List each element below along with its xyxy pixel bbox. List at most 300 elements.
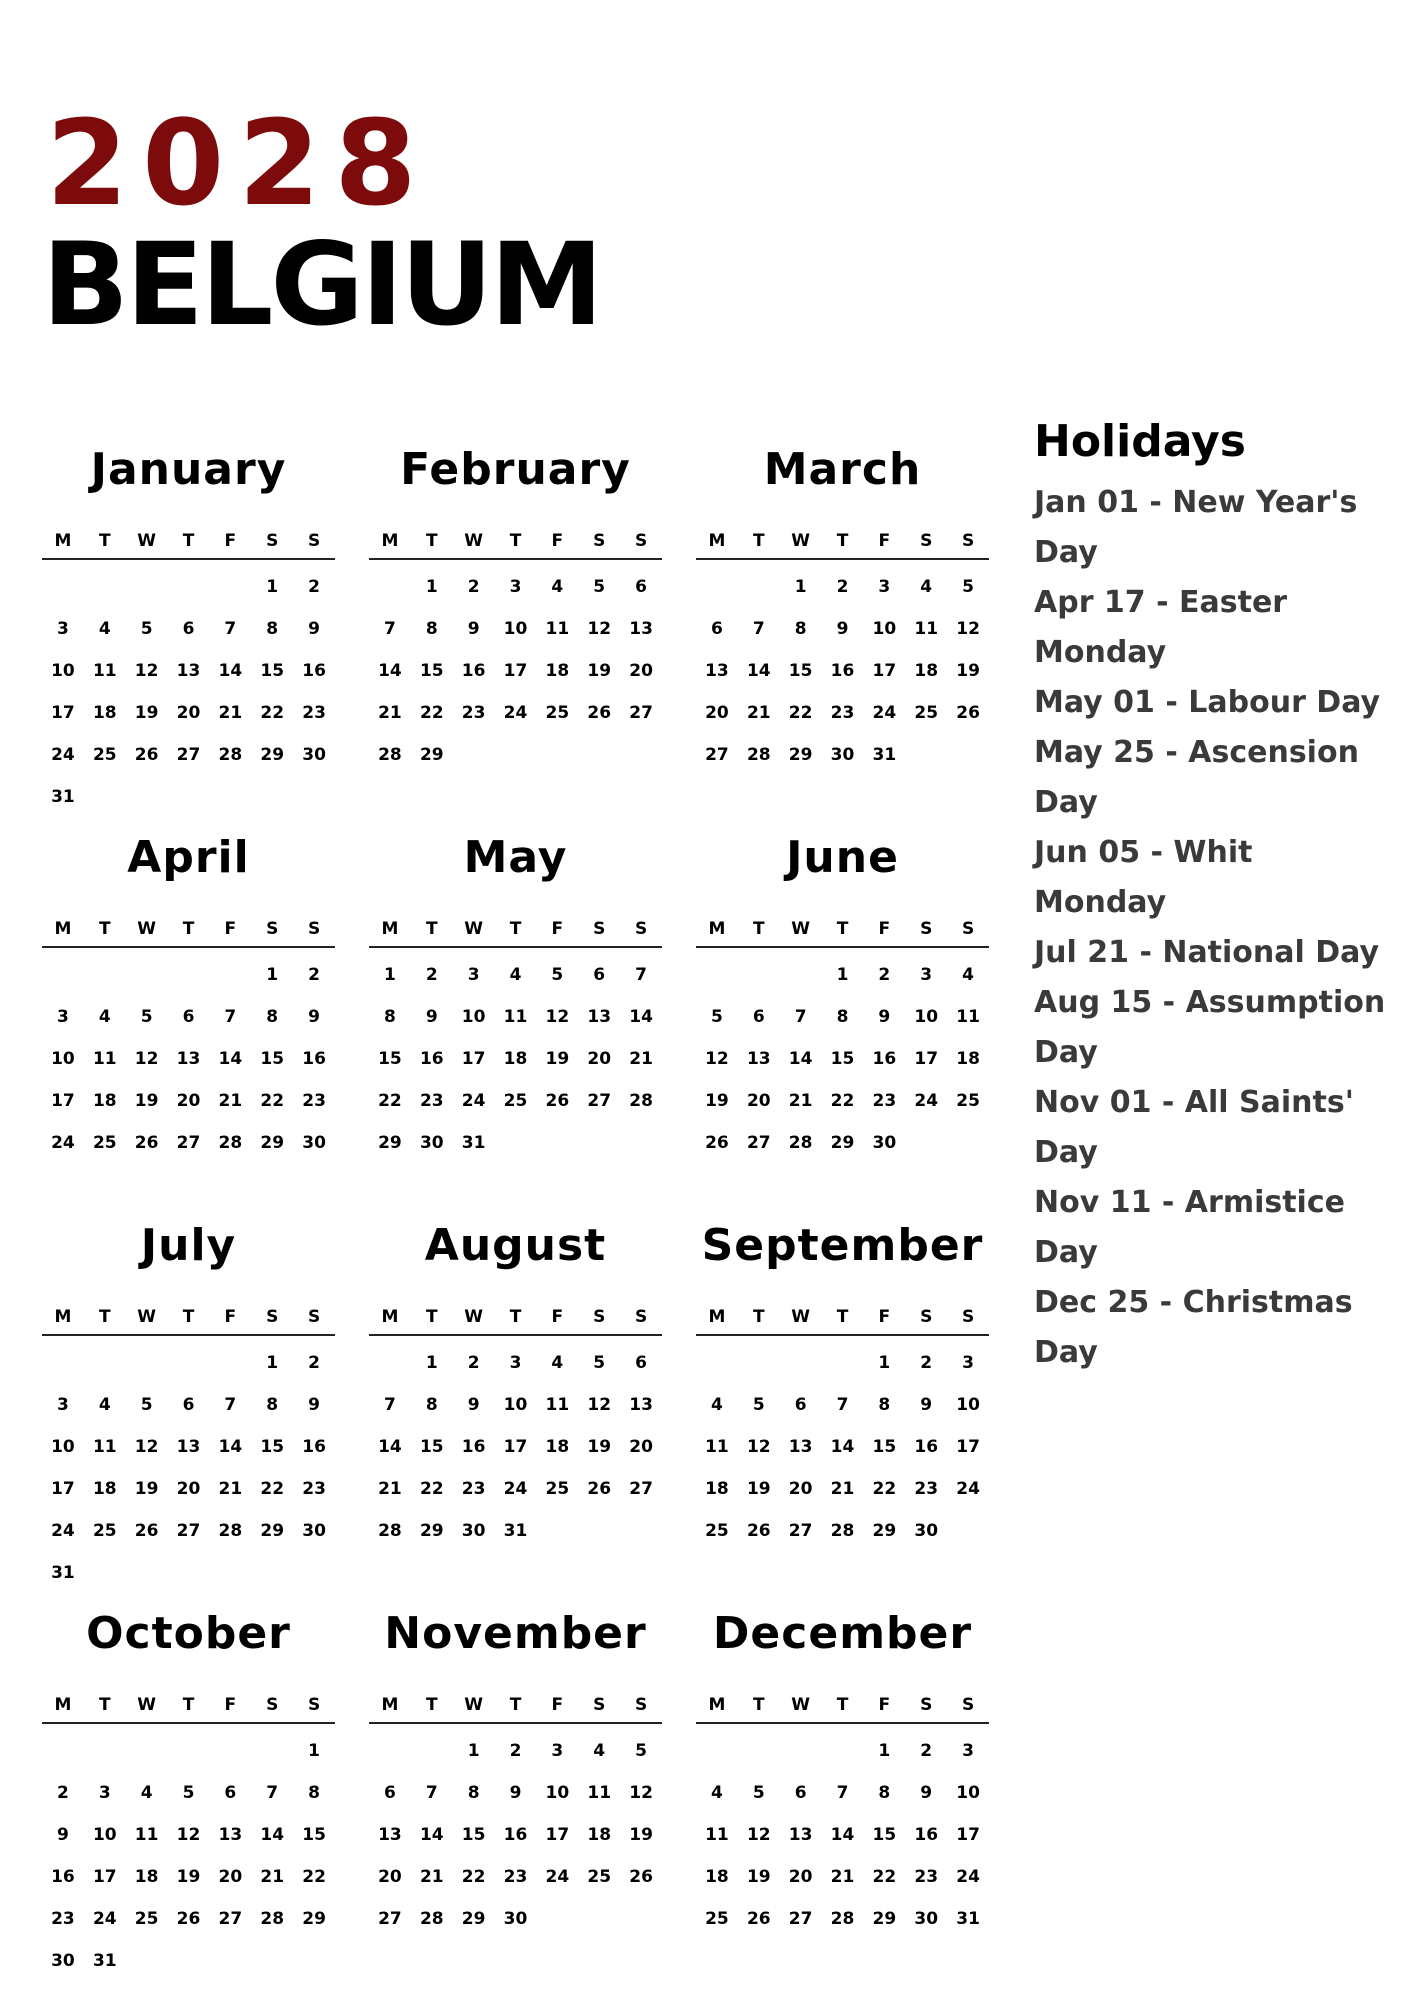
day-cell: 1 [836, 965, 849, 985]
weekday-label: W [791, 1695, 811, 1715]
weekday-label: S [920, 919, 933, 939]
day-cell: 23 [914, 1479, 939, 1499]
weekday-label: S [920, 531, 933, 551]
day-cell: 18 [503, 1049, 528, 1069]
header-divider [369, 1334, 662, 1336]
day-cell: 8 [425, 619, 438, 639]
weekday-label: W [791, 531, 811, 551]
day-cell: 2 [467, 577, 480, 597]
day-cell: 11 [92, 661, 117, 681]
day-cell: 27 [176, 1133, 201, 1153]
day-cell: 31 [51, 1563, 75, 1583]
weekday-label: S [307, 919, 321, 939]
day-cell: 15 [419, 661, 444, 681]
month-name: February [400, 444, 631, 495]
day-cell: 1 [467, 1741, 480, 1761]
day-cell: 29 [830, 1133, 855, 1153]
day-cell: 24 [956, 1867, 980, 1887]
day-cell: 11 [92, 1437, 117, 1457]
day-cell: 28 [419, 1909, 444, 1929]
header-divider [42, 946, 335, 948]
day-cell: 20 [788, 1867, 813, 1887]
day-cell: 16 [302, 1049, 326, 1069]
day-cell: 5 [593, 577, 606, 597]
day-cell: 8 [467, 1783, 480, 1803]
day-cell: 2 [878, 965, 891, 985]
day-cell: 29 [378, 1133, 402, 1153]
weekday-label: W [464, 919, 484, 939]
holiday-item: Apr 17 - Easter Monday [1034, 585, 1288, 670]
empty-cell [738, 566, 780, 608]
day-cell: 9 [308, 1395, 320, 1415]
holiday-item: Dec 25 - Christmas Day [1034, 1285, 1353, 1370]
day-cell: 26 [629, 1867, 653, 1887]
weekday-label: S [920, 1307, 933, 1327]
day-cell: 5 [140, 619, 153, 639]
day-cell: 16 [302, 1437, 326, 1457]
country-title: BELGIUM [42, 218, 601, 351]
day-cell: 4 [140, 1783, 153, 1803]
month-name: January [90, 444, 287, 495]
day-cell: 30 [914, 1909, 939, 1929]
day-cell: 14 [378, 1437, 402, 1457]
day-cell: 10 [956, 1783, 980, 1803]
day-cell: 23 [461, 703, 486, 723]
day-cell: 21 [746, 703, 771, 723]
header-divider [696, 558, 989, 560]
day-cell: 4 [920, 577, 933, 597]
day-cell: 21 [218, 1479, 243, 1499]
weekday-label: W [464, 531, 484, 551]
weekday-label: M [381, 1695, 399, 1715]
weekday-label: S [961, 1307, 975, 1327]
day-cell: 6 [635, 577, 647, 597]
empty-cell [42, 566, 84, 608]
day-cell: 13 [629, 1395, 653, 1415]
day-cell: 10 [461, 1007, 486, 1027]
weekday-label: M [708, 919, 726, 939]
day-cell: 9 [308, 619, 320, 639]
day-cell: 14 [378, 661, 402, 681]
empty-cell [822, 1730, 864, 1772]
day-cell: 18 [92, 1479, 117, 1499]
day-cell: 21 [788, 1091, 813, 1111]
day-grid [696, 524, 989, 776]
day-cell: 9 [878, 1007, 891, 1027]
day-cell: 18 [914, 661, 939, 681]
empty-cell [738, 1730, 780, 1772]
day-cell: 29 [302, 1909, 326, 1929]
day-cell: 19 [746, 1479, 771, 1499]
weekday-label: T [836, 1695, 849, 1715]
day-cell: 7 [425, 1783, 438, 1803]
day-cell: 11 [134, 1825, 159, 1845]
day-cell: 19 [545, 1049, 570, 1069]
day-cell: 20 [788, 1479, 813, 1499]
day-cell: 17 [51, 1091, 75, 1111]
day-cell: 30 [872, 1133, 897, 1153]
day-cell: 21 [378, 1479, 402, 1499]
day-cell: 13 [378, 1825, 402, 1845]
day-cell: 24 [545, 1867, 570, 1887]
day-cell: 7 [266, 1783, 279, 1803]
day-cell: 10 [545, 1783, 570, 1803]
day-cell: 15 [260, 661, 285, 681]
day-grid [696, 1300, 989, 1552]
weekday-label: T [509, 1307, 522, 1327]
day-cell: 17 [956, 1437, 980, 1457]
day-cell: 17 [872, 661, 897, 681]
day-cell: 10 [92, 1825, 117, 1845]
day-cell: 22 [788, 703, 813, 723]
weekday-label: W [137, 919, 157, 939]
day-cell: 9 [509, 1783, 522, 1803]
day-cell: 6 [593, 965, 606, 985]
day-grid [42, 912, 335, 1164]
day-cell: 3 [467, 965, 480, 985]
day-cell: 25 [134, 1909, 159, 1929]
weekday-label: F [224, 1307, 237, 1327]
day-cell: 20 [176, 1479, 201, 1499]
month-name: December [712, 1608, 973, 1659]
weekday-label: W [791, 1307, 811, 1327]
empty-cell [738, 1342, 780, 1384]
weekday-label: T [98, 1695, 111, 1715]
day-cell: 6 [711, 619, 723, 639]
day-cell: 20 [378, 1867, 402, 1887]
day-cell: 5 [635, 1741, 647, 1761]
day-cell: 5 [593, 1353, 606, 1373]
day-cell: 7 [836, 1395, 849, 1415]
weekday-label: S [634, 919, 648, 939]
day-cell: 14 [218, 661, 243, 681]
day-cell: 28 [788, 1133, 813, 1153]
day-cell: 2 [308, 1353, 320, 1373]
day-cell: 22 [260, 1479, 285, 1499]
day-cell: 13 [176, 1049, 201, 1069]
day-cell: 17 [92, 1867, 117, 1887]
day-cell: 3 [57, 619, 69, 639]
weekday-label: S [961, 1695, 975, 1715]
day-cell: 12 [956, 619, 980, 639]
day-cell: 22 [830, 1091, 855, 1111]
day-cell: 16 [419, 1049, 444, 1069]
weekday-label: S [266, 1695, 279, 1715]
day-cell: 27 [629, 703, 653, 723]
day-grid [696, 912, 989, 1164]
holidays-title: Holidays [1034, 416, 1246, 467]
holiday-item: Aug 15 - Assumption Day [1034, 985, 1386, 1070]
day-cell: 31 [92, 1951, 117, 1971]
day-cell: 7 [635, 965, 647, 985]
day-cell: 12 [746, 1437, 771, 1457]
day-cell: 18 [956, 1049, 980, 1069]
empty-cell [126, 1342, 168, 1384]
weekday-label: S [307, 1307, 321, 1327]
day-cell: 29 [788, 745, 813, 765]
day-cell: 1 [308, 1741, 320, 1761]
weekday-label: S [266, 919, 279, 939]
day-cell: 11 [503, 1007, 528, 1027]
day-cell: 15 [419, 1437, 444, 1457]
day-grid [696, 1688, 989, 1940]
day-cell: 30 [419, 1133, 444, 1153]
day-cell: 5 [752, 1395, 765, 1415]
weekday-label: W [137, 1307, 157, 1327]
empty-cell [696, 1342, 738, 1384]
day-cell: 13 [629, 619, 653, 639]
weekday-label: M [708, 531, 726, 551]
day-cell: 18 [545, 661, 570, 681]
day-cell: 1 [266, 965, 279, 985]
day-cell: 27 [587, 1091, 612, 1111]
day-cell: 4 [711, 1395, 723, 1415]
day-cell: 17 [51, 703, 75, 723]
day-cell: 14 [419, 1825, 444, 1845]
header-divider [696, 1722, 989, 1724]
day-cell: 29 [872, 1521, 897, 1541]
day-cell: 20 [705, 703, 729, 723]
day-cell: 1 [425, 577, 438, 597]
day-cell: 1 [266, 1353, 279, 1373]
day-cell: 8 [308, 1783, 320, 1803]
day-cell: 6 [794, 1783, 807, 1803]
day-cell: 28 [260, 1909, 285, 1929]
day-cell: 6 [635, 1353, 647, 1373]
day-cell: 14 [218, 1437, 243, 1457]
empty-cell [168, 1730, 210, 1772]
day-cell: 19 [587, 661, 612, 681]
day-cell: 7 [384, 619, 396, 639]
day-cell: 27 [218, 1909, 243, 1929]
day-cell: 3 [962, 1353, 974, 1373]
day-cell: 8 [794, 619, 807, 639]
day-cell: 22 [461, 1867, 486, 1887]
day-cell: 1 [425, 1353, 438, 1373]
day-cell: 8 [384, 1007, 396, 1027]
day-cell: 24 [956, 1479, 980, 1499]
weekday-label: T [98, 531, 111, 551]
day-cell: 21 [629, 1049, 653, 1069]
day-cell: 28 [378, 1521, 402, 1541]
day-cell: 18 [134, 1867, 159, 1887]
day-cell: 5 [551, 965, 564, 985]
day-cell: 19 [746, 1867, 771, 1887]
weekday-label: F [551, 1695, 564, 1715]
month-october [42, 1608, 335, 2000]
weekday-label: W [464, 1307, 484, 1327]
day-cell: 10 [503, 1395, 528, 1415]
day-cell: 8 [836, 1007, 849, 1027]
empty-cell [42, 1730, 84, 1772]
day-cell: 8 [878, 1783, 891, 1803]
day-cell: 19 [134, 1479, 159, 1499]
weekday-label: S [593, 1695, 606, 1715]
day-cell: 29 [872, 1909, 897, 1929]
day-cell: 16 [830, 661, 855, 681]
day-cell: 30 [51, 1951, 75, 1971]
day-cell: 16 [461, 661, 486, 681]
day-cell: 5 [182, 1783, 195, 1803]
day-cell: 25 [92, 745, 117, 765]
day-cell: 11 [92, 1049, 117, 1069]
weekday-label: F [878, 531, 891, 551]
month-june [696, 832, 989, 1224]
day-cell: 1 [878, 1741, 891, 1761]
day-cell: 25 [705, 1521, 729, 1541]
weekday-label: M [708, 1307, 726, 1327]
weekday-label: S [634, 1695, 648, 1715]
day-cell: 7 [224, 619, 237, 639]
month-name: March [763, 444, 922, 495]
day-cell: 30 [302, 1521, 326, 1541]
day-cell: 26 [134, 1521, 159, 1541]
header-divider [696, 1334, 989, 1336]
empty-cell [696, 954, 738, 996]
day-cell: 29 [419, 1521, 444, 1541]
day-cell: 29 [260, 1521, 285, 1541]
empty-cell [42, 1342, 84, 1384]
day-cell: 6 [752, 1007, 765, 1027]
day-cell: 2 [920, 1353, 933, 1373]
day-cell: 30 [830, 745, 855, 765]
empty-cell [780, 954, 822, 996]
day-cell: 13 [705, 661, 729, 681]
empty-cell [780, 1342, 822, 1384]
day-cell: 24 [461, 1091, 486, 1111]
day-cell: 11 [956, 1007, 980, 1027]
day-cell: 21 [218, 703, 243, 723]
day-cell: 30 [302, 1133, 326, 1153]
weekday-label: T [182, 1695, 195, 1715]
day-cell: 29 [461, 1909, 486, 1929]
empty-cell [84, 566, 126, 608]
day-cell: 15 [872, 1825, 897, 1845]
day-cell: 25 [503, 1091, 528, 1111]
day-cell: 17 [956, 1825, 980, 1845]
day-cell: 2 [308, 965, 320, 985]
day-cell: 22 [302, 1867, 326, 1887]
day-cell: 23 [830, 703, 855, 723]
day-cell: 27 [788, 1909, 813, 1929]
empty-cell [126, 954, 168, 996]
day-cell: 26 [956, 703, 980, 723]
day-cell: 5 [140, 1395, 153, 1415]
day-cell: 4 [509, 965, 522, 985]
weekday-label: W [791, 919, 811, 939]
weekday-label: T [509, 531, 522, 551]
weekday-label: S [961, 919, 975, 939]
day-cell: 17 [503, 1437, 528, 1457]
day-cell: 9 [425, 1007, 438, 1027]
empty-cell [126, 1730, 168, 1772]
day-cell: 14 [629, 1007, 653, 1027]
month-january [42, 444, 335, 836]
day-cell: 31 [956, 1909, 980, 1929]
day-cell: 28 [830, 1521, 855, 1541]
day-cell: 17 [545, 1825, 570, 1845]
day-cell: 4 [711, 1783, 723, 1803]
weekday-label: T [509, 919, 522, 939]
weekday-label: S [307, 1695, 321, 1715]
day-cell: 26 [746, 1521, 771, 1541]
day-cell: 16 [914, 1825, 939, 1845]
day-cell: 28 [218, 1133, 243, 1153]
day-cell: 28 [746, 745, 771, 765]
day-cell: 24 [92, 1909, 117, 1929]
day-cell: 20 [587, 1049, 612, 1069]
day-cell: 29 [260, 1133, 285, 1153]
weekday-label: T [98, 1307, 111, 1327]
empty-cell [42, 954, 84, 996]
header-divider [42, 558, 335, 560]
day-cell: 15 [788, 661, 813, 681]
weekday-label: F [878, 919, 891, 939]
holiday-list [1034, 478, 1394, 1378]
day-cell: 24 [914, 1091, 939, 1111]
day-cell: 11 [705, 1437, 729, 1457]
header-divider [696, 946, 989, 948]
day-cell: 26 [746, 1909, 771, 1929]
day-cell: 17 [51, 1479, 75, 1499]
month-april [42, 832, 335, 1224]
day-cell: 4 [593, 1741, 606, 1761]
day-cell: 28 [218, 745, 243, 765]
weekday-label: F [551, 919, 564, 939]
holiday-item: Jul 21 - National Day [1034, 935, 1380, 970]
day-cell: 30 [503, 1909, 528, 1929]
day-cell: 24 [503, 1479, 528, 1499]
day-cell: 6 [384, 1783, 396, 1803]
day-cell: 27 [788, 1521, 813, 1541]
weekday-label: S [593, 531, 606, 551]
month-name: July [140, 1220, 237, 1271]
day-cell: 9 [467, 1395, 480, 1415]
weekday-label: T [752, 1307, 765, 1327]
day-cell: 12 [629, 1783, 653, 1803]
day-cell: 6 [182, 619, 195, 639]
weekday-label: M [708, 1695, 726, 1715]
day-cell: 2 [509, 1741, 522, 1761]
day-cell: 26 [134, 745, 159, 765]
day-cell: 24 [503, 703, 528, 723]
day-cell: 10 [503, 619, 528, 639]
day-cell: 24 [51, 1133, 75, 1153]
empty-cell [168, 566, 210, 608]
weekday-label: T [752, 531, 765, 551]
day-cell: 22 [419, 1479, 444, 1499]
day-cell: 31 [461, 1133, 486, 1153]
day-cell: 11 [545, 1395, 570, 1415]
empty-cell [168, 1342, 210, 1384]
empty-cell [251, 1730, 293, 1772]
month-march [696, 444, 989, 836]
weekday-label: M [54, 1307, 72, 1327]
day-cell: 14 [260, 1825, 285, 1845]
weekday-label: M [54, 919, 72, 939]
day-cell: 11 [705, 1825, 729, 1845]
weekday-label: S [307, 531, 321, 551]
day-cell: 5 [140, 1007, 153, 1027]
day-cell: 13 [788, 1437, 813, 1457]
holiday-item: May 01 - Labour Day [1034, 685, 1381, 720]
day-cell: 4 [98, 1007, 111, 1027]
day-cell: 23 [51, 1909, 75, 1929]
day-cell: 10 [51, 1049, 75, 1069]
weekday-label: T [425, 919, 438, 939]
day-cell: 15 [830, 1049, 855, 1069]
day-cell: 10 [872, 619, 897, 639]
